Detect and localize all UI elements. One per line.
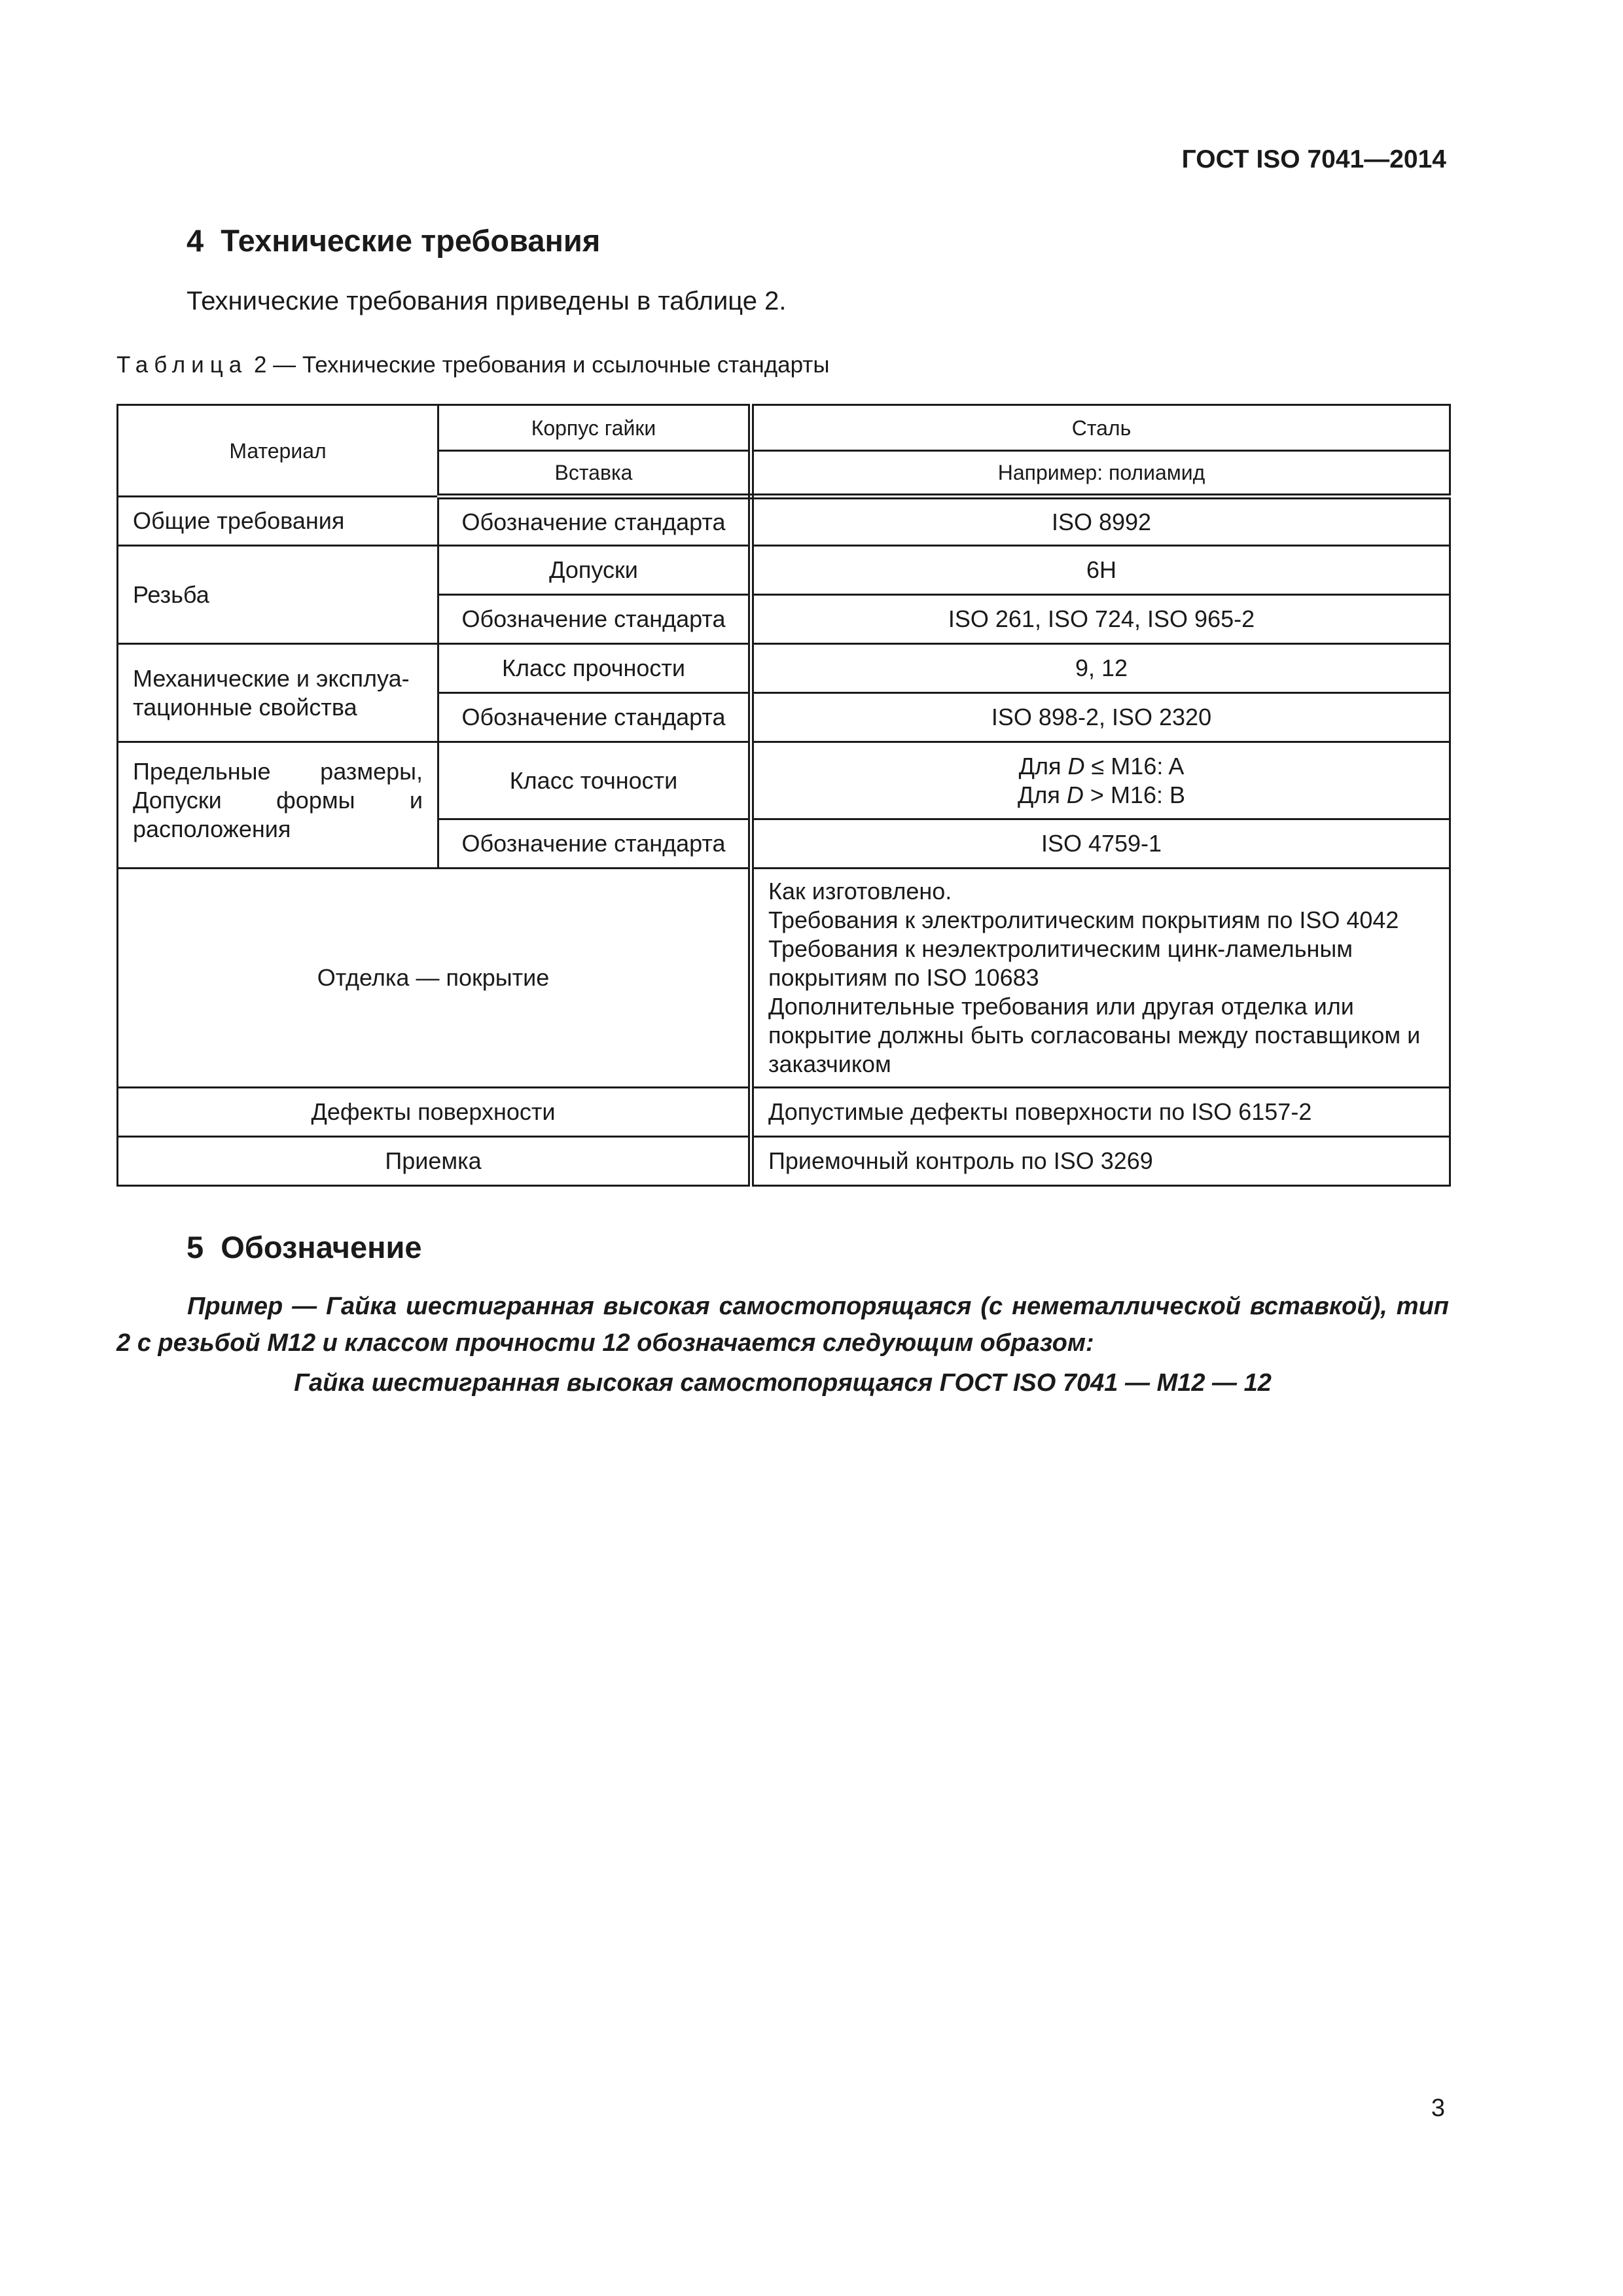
thread-tolerance-label: Допуски — [438, 546, 751, 595]
table-row — [118, 1137, 1450, 1186]
accuracy-line-1: Для D ≤ M16: A — [1018, 752, 1185, 780]
strength-class-label: Класс прочности — [438, 644, 751, 693]
thread-standard-value: ISO 261, ISO 724, ISO 965-2 — [751, 595, 1450, 644]
table-row — [118, 1088, 1450, 1137]
strength-class-value: 9, 12 — [751, 644, 1450, 693]
finish-value — [751, 869, 1450, 1088]
section-4-number: 4 — [187, 223, 204, 258]
mechanical-standard-value: ISO 898-2, ISO 2320 — [751, 693, 1450, 742]
thread-label: Резьба — [118, 546, 438, 644]
thread-standard-label: Обозначение стандарта — [438, 595, 751, 644]
finish-line-2: Требования к электролитическим покрытиям по ISO 4042 — [768, 906, 1399, 933]
insert-label: Вставка — [438, 451, 751, 497]
table-row — [118, 546, 1450, 595]
table-row — [118, 644, 1450, 693]
accuracy-class-value — [751, 742, 1450, 819]
material-header: Материал — [118, 405, 438, 497]
designation-line: Гайка шестигранная высокая самостопорящаяся ГОСТ ISO 7041 — M12 — 12 — [294, 1369, 1272, 1397]
requirements-table — [116, 404, 1451, 1187]
general-requirements-label: Общие требования — [118, 497, 438, 546]
accuracy-class-label: Класс точности — [438, 742, 751, 819]
nut-body-value: Сталь — [751, 405, 1450, 451]
general-standard-label: Обозначение стандарта — [438, 497, 751, 546]
section-4-title: Технические требования — [221, 223, 601, 258]
surface-defects-value: Допустимые дефекты поверхности по ISO 6157-2 — [751, 1088, 1450, 1137]
nut-body-label: Корпус гайки — [438, 405, 751, 451]
thread-tolerance-value: 6H — [751, 546, 1450, 595]
finish-line-3: Требования к неэлектролитическим цинк-ламельным покрытиям по ISO 10683 — [768, 935, 1353, 991]
acceptance-label: Приемка — [118, 1137, 751, 1186]
acceptance-value: Приемочный контроль по ISO 3269 — [751, 1137, 1450, 1186]
finish-line-1: Как изготовлено. — [768, 878, 952, 905]
table-row — [118, 742, 1450, 819]
table-caption-label: Таблица — [116, 352, 248, 378]
section-5-number: 5 — [187, 1230, 204, 1265]
limits-standard-label: Обозначение стандарта — [438, 819, 751, 869]
insert-value: Например: полиамид — [751, 451, 1450, 497]
section-5-title: Обозначение — [221, 1230, 422, 1265]
table-caption-text: 2 — Технические требования и ссылочные стандарты — [253, 352, 830, 378]
mechanical-standard-label: Обозначение стандарта — [438, 693, 751, 742]
limits-label: Предельные размеры, Допуски формы и расположения — [118, 742, 438, 869]
table-row — [118, 869, 1450, 1088]
table-row — [118, 497, 1450, 546]
section-5-heading — [187, 1229, 422, 1265]
table-caption — [116, 352, 829, 378]
mechanical-properties-label: Механические и эксплуа-тационные свойства — [118, 644, 438, 742]
designation-example: Пример — Гайка шестигранная высокая самостопорящаяся (с неметаллической вставкой), тип 2 с резьбой M12 и классом прочности 12 обозначается следующим образом: — [116, 1293, 1449, 1357]
general-standard-value: ISO 8992 — [751, 497, 1450, 546]
document-code: ГОСТ ISO 7041—2014 — [1181, 145, 1446, 173]
accuracy-line-2: Для D > M16: B — [1018, 781, 1185, 808]
limits-standard-value: ISO 4759-1 — [751, 819, 1450, 869]
finish-label: Отделка — покрытие — [118, 869, 751, 1088]
table-row — [118, 405, 1450, 451]
surface-defects-label: Дефекты поверхности — [118, 1088, 751, 1137]
finish-line-4: Дополнительные требования или другая отделка или покрытие должны быть согласованы между поставщиком и заказчиком — [768, 993, 1421, 1077]
section-4-heading — [187, 223, 600, 259]
section-4-intro: Технические требования приведены в таблице 2. — [187, 287, 787, 315]
page-number: 3 — [1431, 2094, 1445, 2122]
